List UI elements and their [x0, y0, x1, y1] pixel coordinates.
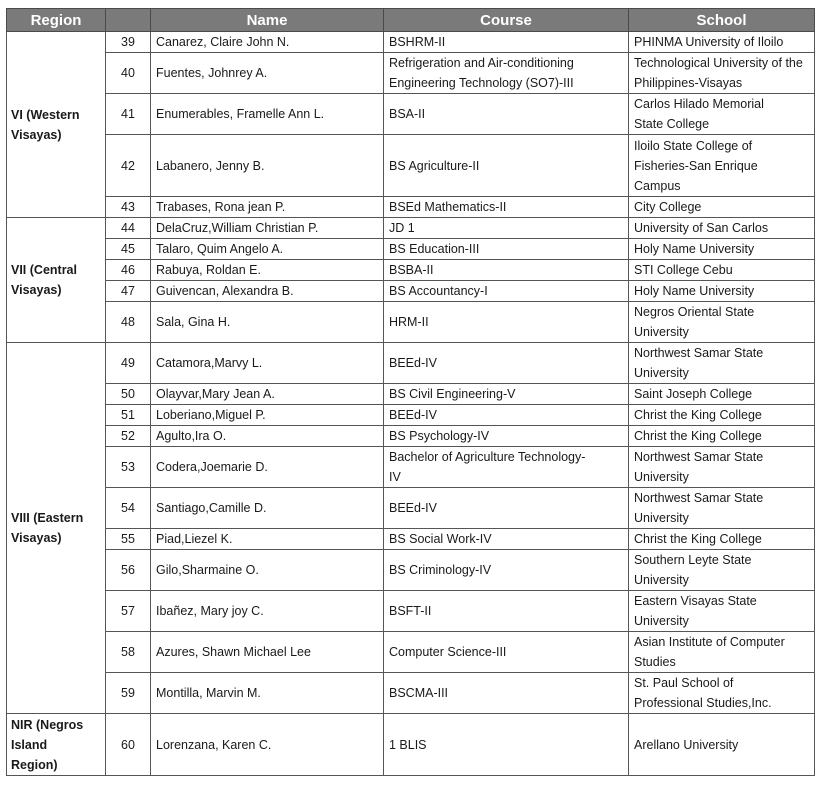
school-cell: St. Paul School of Professional Studies,Inc. [629, 673, 815, 714]
table-row [7, 32, 815, 53]
school-cell: Christ the King College [629, 405, 815, 426]
course-cell: BSHRM-II [384, 32, 629, 53]
table-row [7, 591, 815, 632]
name-cell: Enumerables, Framelle Ann L. [151, 94, 384, 135]
school-cell: Asian Institute of Computer Studies [629, 632, 815, 673]
course-cell: Bachelor of Agriculture Technology- IV [384, 447, 629, 488]
region-cell: VIII (Eastern Visayas) [7, 343, 106, 714]
school-cell: University of San Carlos [629, 218, 815, 239]
school-cell: Christ the King College [629, 529, 815, 550]
course-cell: BSCMA-III [384, 673, 629, 714]
header-school: School [629, 9, 815, 32]
header-number [106, 9, 151, 32]
table-row [7, 405, 815, 426]
row-number-cell: 43 [106, 197, 151, 218]
table-row [7, 384, 815, 405]
school-cell: City College [629, 197, 815, 218]
table-row [7, 426, 815, 447]
name-cell: Trabases, Rona jean P. [151, 197, 384, 218]
school-cell: Northwest Samar State University [629, 447, 815, 488]
course-cell: BSA-II [384, 94, 629, 135]
table-row [7, 488, 815, 529]
course-cell: BS Education-III [384, 239, 629, 260]
table-row [7, 673, 815, 714]
name-cell: Canarez, Claire John N. [151, 32, 384, 53]
course-cell: Computer Science-III [384, 632, 629, 673]
course-cell: BS Psychology-IV [384, 426, 629, 447]
course-cell: JD 1 [384, 218, 629, 239]
name-cell: Montilla, Marvin M. [151, 673, 384, 714]
school-cell: Negros Oriental State University [629, 302, 815, 343]
table-row [7, 197, 815, 218]
name-cell: Loberiano,Miguel P. [151, 405, 384, 426]
row-number-cell: 40 [106, 53, 151, 94]
course-cell: BS Agriculture-II [384, 135, 629, 197]
school-cell: Northwest Samar State University [629, 488, 815, 529]
row-number-cell: 58 [106, 632, 151, 673]
school-cell: Iloilo State College of Fisheries-San Enrique Campus [629, 135, 815, 197]
name-cell: Lorenzana, Karen C. [151, 714, 384, 776]
table-row [7, 281, 815, 302]
name-cell: Ibañez, Mary joy C. [151, 591, 384, 632]
table-row [7, 343, 815, 384]
row-number-cell: 47 [106, 281, 151, 302]
table-row [7, 53, 815, 94]
table-row [7, 529, 815, 550]
row-number-cell: 41 [106, 94, 151, 135]
name-cell: Agulto,Ira O. [151, 426, 384, 447]
header-name: Name [151, 9, 384, 32]
school-cell: Eastern Visayas State University [629, 591, 815, 632]
table-row [7, 260, 815, 281]
row-number-cell: 42 [106, 135, 151, 197]
row-number-cell: 48 [106, 302, 151, 343]
name-cell: Talaro, Quim Angelo A. [151, 239, 384, 260]
course-cell: BS Accountancy-I [384, 281, 629, 302]
region-cell: NIR (Negros Island Region) [7, 714, 106, 776]
course-cell: HRM-II [384, 302, 629, 343]
school-cell: Holy Name University [629, 281, 815, 302]
name-cell: DelaCruz,William Christian P. [151, 218, 384, 239]
row-number-cell: 50 [106, 384, 151, 405]
row-number-cell: 45 [106, 239, 151, 260]
table-row [7, 218, 815, 239]
school-cell: STI College Cebu [629, 260, 815, 281]
course-cell: 1 BLIS [384, 714, 629, 776]
course-cell: BS Social Work-IV [384, 529, 629, 550]
header-course: Course [384, 9, 629, 32]
course-cell: BEEd-IV [384, 405, 629, 426]
header-row [7, 9, 815, 32]
row-number-cell: 39 [106, 32, 151, 53]
table-row [7, 94, 815, 135]
table-row [7, 447, 815, 488]
school-cell: Southern Leyte State University [629, 550, 815, 591]
region-cell: VI (Western Visayas) [7, 32, 106, 218]
row-number-cell: 46 [106, 260, 151, 281]
school-cell: Saint Joseph College [629, 384, 815, 405]
name-cell: Sala, Gina H. [151, 302, 384, 343]
row-number-cell: 49 [106, 343, 151, 384]
table-body [7, 32, 815, 776]
scholars-table [6, 8, 815, 776]
school-cell: Christ the King College [629, 426, 815, 447]
name-cell: Azures, Shawn Michael Lee [151, 632, 384, 673]
name-cell: Gilo,Sharmaine O. [151, 550, 384, 591]
name-cell: Piad,Liezel K. [151, 529, 384, 550]
row-number-cell: 52 [106, 426, 151, 447]
course-cell: BEEd-IV [384, 488, 629, 529]
school-cell: Technological University of the Philippines-Visayas [629, 53, 815, 94]
school-cell: Holy Name University [629, 239, 815, 260]
course-cell: BSEd Mathematics-II [384, 197, 629, 218]
course-cell: BSBA-II [384, 260, 629, 281]
school-cell: Northwest Samar State University [629, 343, 815, 384]
row-number-cell: 60 [106, 714, 151, 776]
school-cell: PHINMA University of Iloilo [629, 32, 815, 53]
school-cell: Carlos Hilado Memorial State College [629, 94, 815, 135]
row-number-cell: 44 [106, 218, 151, 239]
name-cell: Catamora,Marvy L. [151, 343, 384, 384]
name-cell: Fuentes, Johnrey A. [151, 53, 384, 94]
name-cell: Guivencan, Alexandra B. [151, 281, 384, 302]
table-row [7, 302, 815, 343]
row-number-cell: 54 [106, 488, 151, 529]
row-number-cell: 55 [106, 529, 151, 550]
table-row [7, 239, 815, 260]
region-cell: VII (Central Visayas) [7, 218, 106, 343]
course-cell: Refrigeration and Air-conditioning Engineering Technology (SO7)-III [384, 53, 629, 94]
row-number-cell: 51 [106, 405, 151, 426]
table-row [7, 550, 815, 591]
course-cell: BSFT-II [384, 591, 629, 632]
header-region: Region [7, 9, 106, 32]
row-number-cell: 59 [106, 673, 151, 714]
name-cell: Olayvar,Mary Jean A. [151, 384, 384, 405]
table-row [7, 714, 815, 776]
row-number-cell: 57 [106, 591, 151, 632]
row-number-cell: 56 [106, 550, 151, 591]
name-cell: Santiago,Camille D. [151, 488, 384, 529]
row-number-cell: 53 [106, 447, 151, 488]
table-row [7, 135, 815, 197]
course-cell: BEEd-IV [384, 343, 629, 384]
table-row [7, 632, 815, 673]
name-cell: Rabuya, Roldan E. [151, 260, 384, 281]
name-cell: Codera,Joemarie D. [151, 447, 384, 488]
course-cell: BS Criminology-IV [384, 550, 629, 591]
name-cell: Labanero, Jenny B. [151, 135, 384, 197]
school-cell: Arellano University [629, 714, 815, 776]
course-cell: BS Civil Engineering-V [384, 384, 629, 405]
